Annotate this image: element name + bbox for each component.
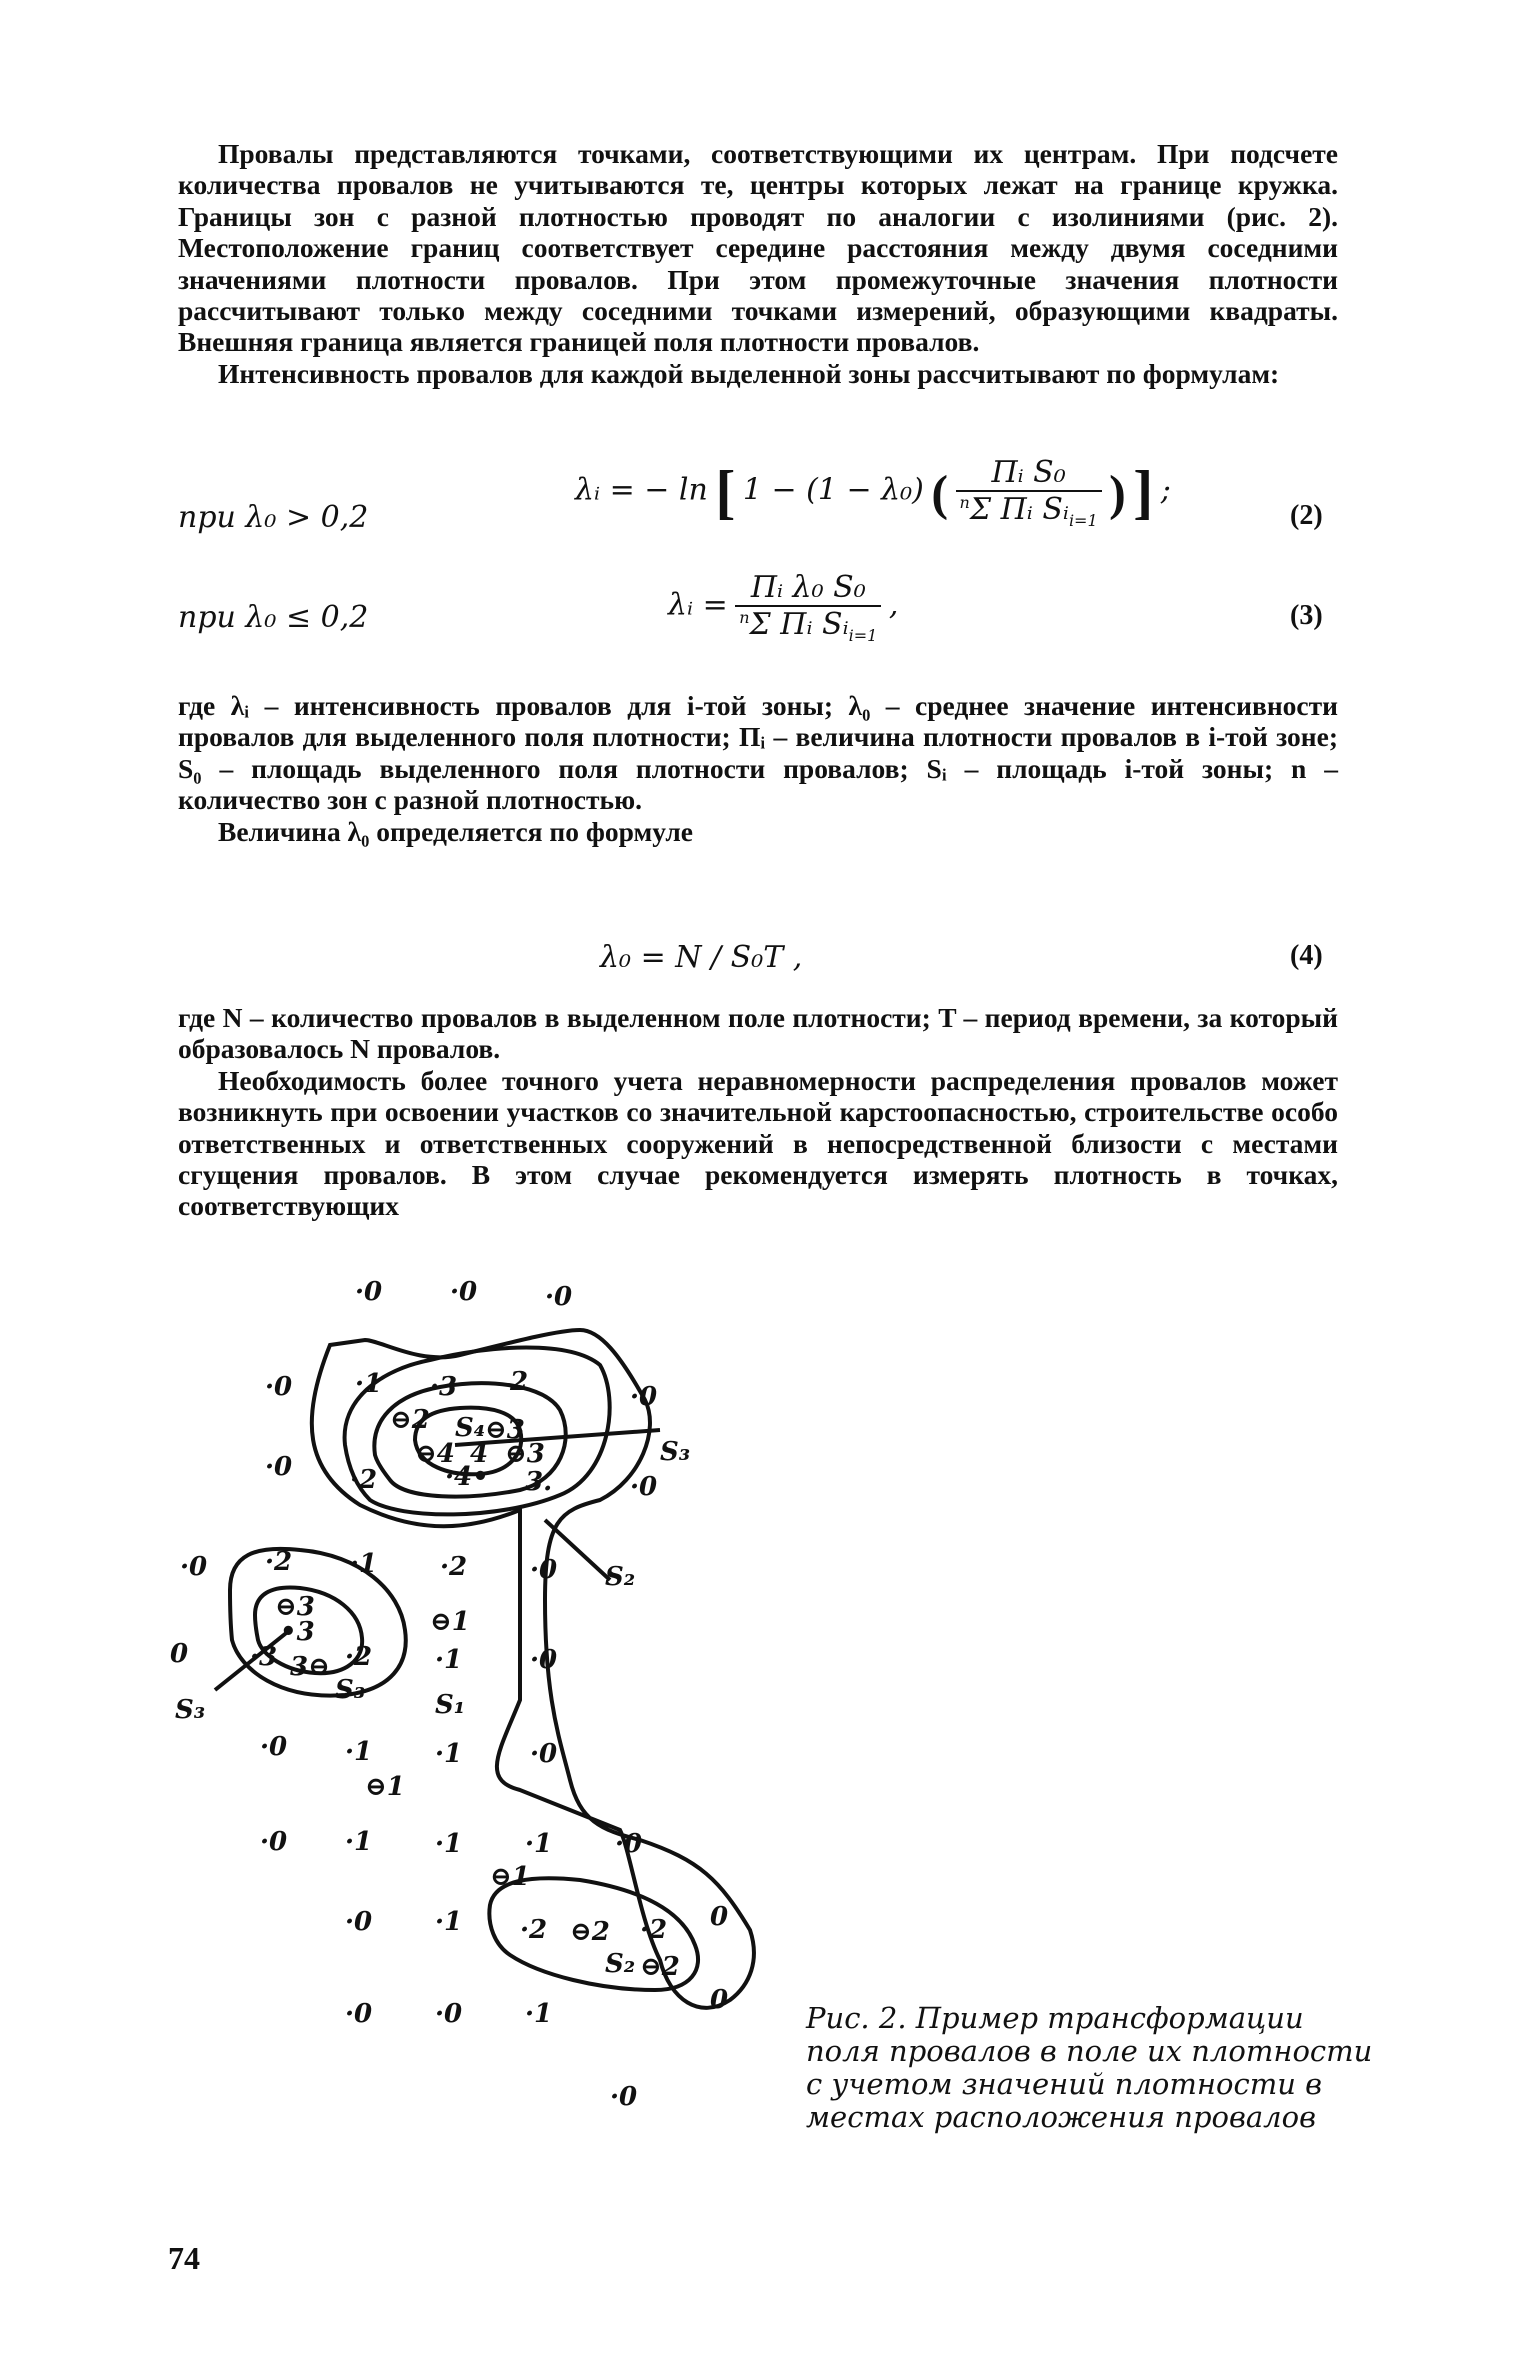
lbl-0-h: ·0 bbox=[180, 1552, 208, 1582]
lbl-0-f: ·0 bbox=[265, 1452, 293, 1482]
lbl-0-l: ·0 bbox=[260, 1732, 288, 1762]
lbl-0-m: ·0 bbox=[530, 1739, 558, 1769]
paragraph-1: Провалы представляются точками, соответствующими их центрам. При подсчете количества провалов не учитываются те, центры которых лежат на границе кружка. Границы зон с разной плотностью проводят по аналогии с изолиниями (рис. 2). Местоположение границ соответствует середине расстояния между двумя соседними значениями плотности провалов. При этом промежуточные значения плотности рассчитывают только между соседними точками измерений, образующими квадраты. Внешняя граница является границей поля плотности провалов. bbox=[178, 138, 1338, 358]
lbl-s1: S₁ bbox=[435, 1690, 466, 1720]
lbl-1-h: ·1 bbox=[525, 1829, 553, 1859]
lbl-2-e: ·2 bbox=[345, 1642, 373, 1672]
eq2-number: (2) bbox=[1290, 500, 1323, 531]
lbl-1-j: ·1 bbox=[525, 1999, 553, 2029]
lbl-1-c: ·1 bbox=[435, 1645, 463, 1675]
lbl-1-b: ·1 bbox=[350, 1549, 378, 1579]
lbl-0-r: ·0 bbox=[345, 1999, 373, 2029]
lbl-0-q: 0 bbox=[710, 1902, 729, 1932]
lbl-0-a: ·0 bbox=[355, 1277, 383, 1307]
eq3-sum-top: n bbox=[739, 608, 750, 627]
lbl-4-a: 4 bbox=[470, 1439, 489, 1469]
lbl-0-t: 0 bbox=[710, 1985, 729, 2015]
lbl-0-j: 0 bbox=[170, 1639, 189, 1669]
lbl-0-e: ·0 bbox=[630, 1382, 658, 1412]
lbl-3-bullet: •3 bbox=[280, 1617, 315, 1647]
lbl-0-c: ·0 bbox=[545, 1282, 573, 1312]
lbl-2-c: ·2 bbox=[265, 1547, 293, 1577]
lbl-0-d: ·0 bbox=[265, 1372, 293, 1402]
figure-labels bbox=[170, 1277, 728, 2112]
eq2-sum-bottom: i=1 bbox=[1068, 511, 1098, 530]
eq3-end: , bbox=[888, 587, 899, 623]
eq2-end: ; bbox=[1160, 472, 1171, 508]
lbl-c1-b: ⊖1 bbox=[365, 1772, 405, 1802]
lbl-c2-c: ⊖2 bbox=[640, 1952, 680, 1982]
lbl-2-g: ·2 bbox=[640, 1915, 668, 1945]
lbl-c3-c: ⊖3 bbox=[275, 1592, 315, 1622]
lbl-s3-a: S₃ bbox=[660, 1437, 691, 1467]
eq2-denominator: Σ Пᵢ Sᵢ bbox=[969, 492, 1069, 527]
lbl-3-c: ·3 bbox=[250, 1642, 278, 1672]
lbl-c1-c: ⊖1 bbox=[490, 1862, 530, 1892]
lbl-1-d: ·1 bbox=[345, 1737, 373, 1767]
lbl-0-s: ·0 bbox=[435, 1999, 463, 2029]
lbl-s2-b: S₂ bbox=[605, 1949, 636, 1979]
lbl-3-ring: 3⊖ bbox=[290, 1652, 330, 1682]
lbl-c2-a: ⊖2 bbox=[390, 1405, 430, 1435]
equation-2: λᵢ = − ln [ 1 − (1 − λ₀) ( $\frac{\text{Пᵢ S₀}}{^n\Sigma Пᵢ Sᵢ_{i=1}}$ ) ] ; bbox=[575, 455, 1171, 530]
lbl-0-o: ·0 bbox=[615, 1829, 643, 1859]
paragraph-4: Величина λ₀ определяется по формуле bbox=[218, 815, 693, 847]
eq2-sum-top: n bbox=[959, 493, 970, 512]
lbl-2-d: ·2 bbox=[440, 1552, 468, 1582]
lbl-1-f: ·1 bbox=[345, 1827, 373, 1857]
lbl-s2-a: S₂ bbox=[605, 1562, 636, 1592]
paragraph-3: где λᵢ – интенсивность провалов для i-той зоны; λ₀ – среднее значение интенсивности провалов для выделенного поля плотности; Пᵢ – величина плотности провалов в i-той зоне; S₀ – площадь выделенного поля плотности провалов; Sᵢ – площадь i-той зоны; n – количество зон с разной плотностью. bbox=[178, 690, 1338, 816]
lbl-0-k: ·0 bbox=[530, 1645, 558, 1675]
eq3-numerator: Пᵢ λ₀ S₀ bbox=[735, 570, 881, 607]
eq2-condition: при λ₀ > 0,2 bbox=[178, 500, 369, 535]
lbl-2-b: ·2 bbox=[350, 1465, 378, 1495]
lbl-2-f: ·2 bbox=[520, 1915, 548, 1945]
eq2-numerator: Пᵢ S₀ bbox=[956, 455, 1102, 492]
lbl-s4: S₄ bbox=[455, 1413, 486, 1443]
lbl-c4: ⊖4 bbox=[415, 1439, 455, 1469]
lbl-0-n: ·0 bbox=[260, 1827, 288, 1857]
eq2-inner: 1 − (1 − λ₀) bbox=[742, 472, 924, 508]
lbl-2-a: 2 bbox=[510, 1367, 529, 1397]
eq3-denominator: Σ Пᵢ Sᵢ bbox=[749, 607, 849, 642]
figure-caption: Рис. 2. Пример трансформации поля провалов в поле их плотности с учетом значений плотности в местах расположения провалов bbox=[806, 2001, 1373, 2134]
lbl-1-e: ·1 bbox=[435, 1739, 463, 1769]
paragraph-5: где N – количество провалов в выделенном поле плотности; T – период времени, за который образовалось N провалов. bbox=[178, 1002, 1338, 1065]
lbl-c3-a: ⊖3 bbox=[485, 1415, 525, 1445]
lbl-s3-c: S₃ bbox=[175, 1695, 206, 1725]
lbl-0-b: ·0 bbox=[450, 1277, 478, 1307]
lbl-3-b: 3. bbox=[525, 1467, 553, 1497]
lbl-c1-a: ⊖1 bbox=[430, 1607, 470, 1637]
lbl-3-a: ·3 bbox=[430, 1372, 458, 1402]
eq4-number: (4) bbox=[1290, 940, 1323, 971]
eq3-number: (3) bbox=[1290, 600, 1323, 631]
paragraph-2: Интенсивность провалов для каждой выделенной зоны рассчитывают по формулам: bbox=[218, 357, 1280, 389]
lbl-1-a: ·1 bbox=[355, 1369, 383, 1399]
lbl-0-i: ·0 bbox=[530, 1555, 558, 1585]
eq3-condition: при λ₀ ≤ 0,2 bbox=[178, 600, 369, 635]
lbl-s3-b: S₃ bbox=[335, 1675, 366, 1705]
lbl-0-g: ·0 bbox=[630, 1472, 658, 1502]
lbl-0-u: ·0 bbox=[610, 2082, 638, 2112]
lbl-0-p: ·0 bbox=[345, 1907, 373, 1937]
lbl-1-g: ·1 bbox=[435, 1829, 463, 1859]
lbl-1-i: ·1 bbox=[435, 1907, 463, 1937]
eq2-lhs: λᵢ = − ln bbox=[575, 472, 708, 508]
paragraph-6: Необходимость более точного учета неравномерности распределения провалов может возникнуть при освоении участков со значительной карстоопасностью, строительстве особо ответственных и ответственных сооружений в непосредственной близости с местами сгущения провалов. В этом случае рекомендуется измерять плотность в точках, соответствующих bbox=[178, 1064, 1338, 1222]
lbl-c3-b: ⊖3 bbox=[505, 1439, 545, 1469]
eq3-sum-bottom: i=1 bbox=[848, 626, 878, 645]
lbl-c2-b: ⊖2 bbox=[570, 1917, 610, 1947]
lbl-4-bullet: ·4• bbox=[445, 1462, 489, 1492]
page-number: 74 bbox=[168, 2240, 200, 2276]
eq3-lhs: λᵢ = bbox=[668, 587, 728, 623]
equation-4: λ₀ = N / S₀T , bbox=[600, 940, 803, 975]
